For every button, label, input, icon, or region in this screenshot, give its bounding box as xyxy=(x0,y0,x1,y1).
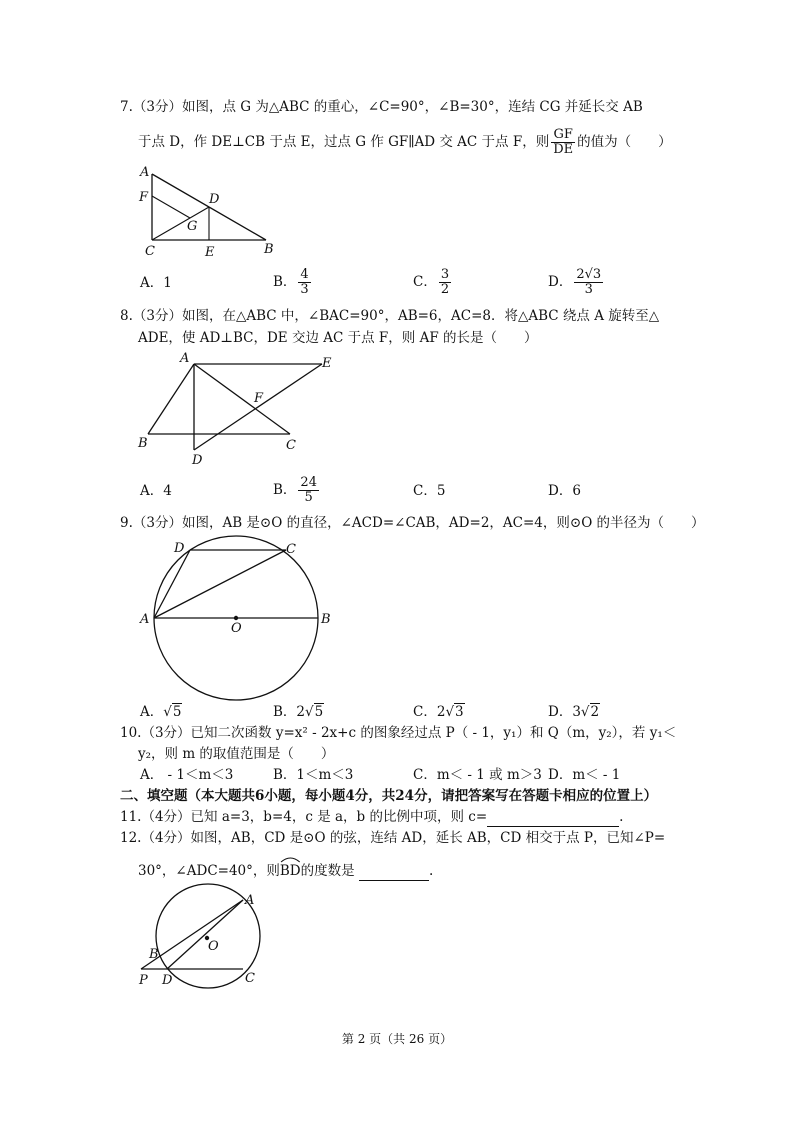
q9-option-b-coef: 2 xyxy=(296,704,306,720)
q7-label-g: G xyxy=(187,219,198,234)
q11-answer-blank[interactable] xyxy=(487,808,619,827)
q9-option-d-coef: 3 xyxy=(572,704,581,720)
q10-option-a-letter: A． xyxy=(140,767,164,783)
q8-option-b-den: 5 xyxy=(304,490,313,505)
q7-label-d: D xyxy=(209,192,220,207)
q9-option-d[interactable] xyxy=(548,703,600,721)
q10-option-c-letter: C． xyxy=(413,767,437,783)
q10-option-b-letter: B． xyxy=(273,767,297,783)
q9-option-b-letter: B． xyxy=(273,704,297,720)
q9-option-d-rad: 2 xyxy=(590,704,600,720)
q9-label-c: C xyxy=(286,542,296,557)
q10-option-a-value: - 1＜m＜3 xyxy=(163,767,234,783)
q11-end: . xyxy=(619,809,624,825)
q8-option-b-letter: B． xyxy=(273,482,297,498)
q12-arc xyxy=(280,862,301,880)
q7-option-d-den: 3 xyxy=(584,282,593,297)
q7-option-d[interactable] xyxy=(548,268,605,297)
q8-line1: 8.（3分）如图，在△ABC 中，∠BAC=90°，AB=6，AC=8．将△ABC 绕点 A 旋转至△ xyxy=(120,308,660,324)
q8-label-a: A xyxy=(180,351,190,366)
q8-option-d-letter: D． xyxy=(548,483,573,499)
q7-fraction xyxy=(551,128,575,157)
q12-figure xyxy=(135,890,275,990)
q8-option-a-value: 4 xyxy=(163,483,172,499)
q7-option-b-letter: B． xyxy=(273,274,297,290)
q9-option-a-rad: 5 xyxy=(172,704,182,720)
q7-option-b-num: 4 xyxy=(300,267,309,282)
q8-label-c: C xyxy=(286,438,296,453)
q8-option-a[interactable] xyxy=(140,482,172,500)
q8-line2: ADE，使 AD⊥BC，DE 交边 AC 于点 F，则 AF 的长是（ ） xyxy=(138,330,538,346)
q12-arc-label: BD xyxy=(279,863,301,879)
q10-option-d[interactable] xyxy=(548,766,620,784)
q9-option-a-sqrt: √5 xyxy=(163,704,182,720)
q7-option-c-den: 2 xyxy=(440,282,450,297)
q9-line1: 9.（3分）如图，AB 是⊙O 的直径，∠ACD=∠CAB，AD=2，AC=4，则⊙O 的半径为（ ） xyxy=(120,515,705,531)
q8-option-d-value: 6 xyxy=(572,483,581,499)
q7-option-c-letter: C． xyxy=(413,274,437,290)
q9-option-a-letter: A． xyxy=(140,704,164,720)
q7-frac-num: GF xyxy=(551,128,575,143)
q10-line2: y₂，则 m 的取值范围是（ ） xyxy=(138,746,335,762)
q12-line2-mid: 的度数是 xyxy=(300,863,355,879)
q9-option-c[interactable] xyxy=(413,703,465,721)
q12-label-b: B xyxy=(149,947,159,962)
q7-option-a-value: 1 xyxy=(163,275,172,291)
q9-option-a[interactable] xyxy=(140,703,182,721)
arc-mark-icon xyxy=(280,855,301,863)
q7-label-f: F xyxy=(139,190,149,205)
q9-option-c-coef: 2 xyxy=(436,704,446,720)
q8-option-c[interactable] xyxy=(413,482,445,500)
q7-option-a[interactable] xyxy=(140,274,172,292)
q7-option-c-num: 3 xyxy=(440,267,450,282)
q7-figure xyxy=(135,162,295,262)
q9-option-b-sqrt: √5 xyxy=(305,704,324,720)
q8-option-b-num: 24 xyxy=(300,475,317,490)
q9-label-d: D xyxy=(174,541,185,556)
q7-label-b: B xyxy=(264,242,274,257)
q8-option-c-letter: C． xyxy=(413,483,437,499)
q7-option-d-num: 2√3 xyxy=(576,267,602,282)
q12-label-p: P xyxy=(139,973,148,988)
q7-option-b[interactable] xyxy=(273,268,313,297)
q8-figure xyxy=(132,348,352,468)
q10-option-c[interactable] xyxy=(413,766,542,784)
q8-option-b-frac xyxy=(298,476,319,505)
q12-line1: 12.（4分）如图，AB，CD 是⊙O 的弦，连结 AD，延长 AB，CD 相交于点 P，已知∠P= xyxy=(120,830,666,846)
q7-option-b-den: 3 xyxy=(300,282,309,297)
q8-label-f: F xyxy=(254,391,264,406)
q9-option-c-sqrt: √3 xyxy=(445,704,464,720)
q9-option-d-sqrt: √2 xyxy=(580,704,600,720)
q7-label-a: A xyxy=(140,165,150,180)
q7-option-a-letter: A． xyxy=(140,275,164,291)
q10-option-b[interactable] xyxy=(273,766,353,784)
q7-line2-text: 于点 D，作 DE⊥CB 于点 E，过点 G 作 GF∥AD 交 AC 于点 F，则 xyxy=(138,134,550,150)
q8-label-e: E xyxy=(322,356,332,371)
q9-label-b: B xyxy=(321,612,331,627)
q12-line2 xyxy=(138,862,433,881)
q12-line2-end: . xyxy=(428,863,434,879)
page-footer: 第 2 页（共 26 页） xyxy=(341,1032,453,1046)
q7-line2-end: 的值为（ ） xyxy=(577,134,672,150)
section2-heading: 二、填空题（本大题共6小题，每小题4分，共24分，请把答案写在答题卡相应的位置上） xyxy=(120,788,658,804)
q8-label-b: B xyxy=(138,436,148,451)
q9-option-b-rad: 5 xyxy=(314,704,324,720)
q10-option-c-value: m＜ - 1 或 m＞3 xyxy=(436,767,542,783)
q7-option-c-frac xyxy=(439,268,451,297)
q10-option-a[interactable] xyxy=(140,766,233,784)
q7-line2 xyxy=(138,128,672,157)
q7-line1: 7.（3分）如图，点 G 为△ABC 的重心，∠C=90°，∠B=30°，连结 CG 并延长交 AB xyxy=(120,99,643,115)
q9-option-d-letter: D． xyxy=(548,704,573,720)
q7-option-d-letter: D． xyxy=(548,274,573,290)
q9-option-c-rad: 3 xyxy=(455,704,464,720)
q9-label-o: O xyxy=(231,621,242,636)
q12-label-c: C xyxy=(245,971,255,986)
q8-option-a-letter: A． xyxy=(140,483,164,499)
q9-label-a: A xyxy=(140,612,150,627)
q12-label-d: D xyxy=(162,973,173,988)
q12-label-o: O xyxy=(208,939,219,954)
q9-option-b[interactable] xyxy=(273,703,324,721)
q7-frac-den: DE xyxy=(553,142,574,157)
q10-line1: 10.（3分）已知二次函数 y=x² - 2x+c 的图象经过点 P（ - 1，y₁）和 Q（m，y₂），若 y₁＜ xyxy=(120,725,677,741)
q8-option-c-value: 5 xyxy=(436,483,446,499)
q12-answer-blank[interactable] xyxy=(359,862,429,881)
q7-option-c[interactable] xyxy=(413,268,453,297)
q10-option-b-value: 1＜m＜3 xyxy=(296,767,354,783)
q8-option-d[interactable] xyxy=(548,482,581,500)
q7-label-c: C xyxy=(145,244,155,259)
q8-label-d: D xyxy=(192,453,203,468)
q9-figure xyxy=(136,536,336,696)
q10-option-d-value: m＜ - 1 xyxy=(572,767,621,783)
q9-option-c-letter: C． xyxy=(413,704,437,720)
q8-option-b[interactable] xyxy=(273,476,321,505)
q12-line2-text: 30°，∠ADC=40°，则 xyxy=(138,863,280,879)
q11-line xyxy=(120,808,623,827)
q7-label-e: E xyxy=(205,245,215,260)
q12-label-a: A xyxy=(245,893,255,908)
q11-text: 11.（4分）已知 a=3，b=4，c 是 a，b 的比例中项，则 c= xyxy=(120,809,488,825)
q10-option-d-letter: D． xyxy=(548,767,573,783)
q7-option-b-frac xyxy=(298,268,310,297)
q7-option-d-frac xyxy=(574,268,603,297)
